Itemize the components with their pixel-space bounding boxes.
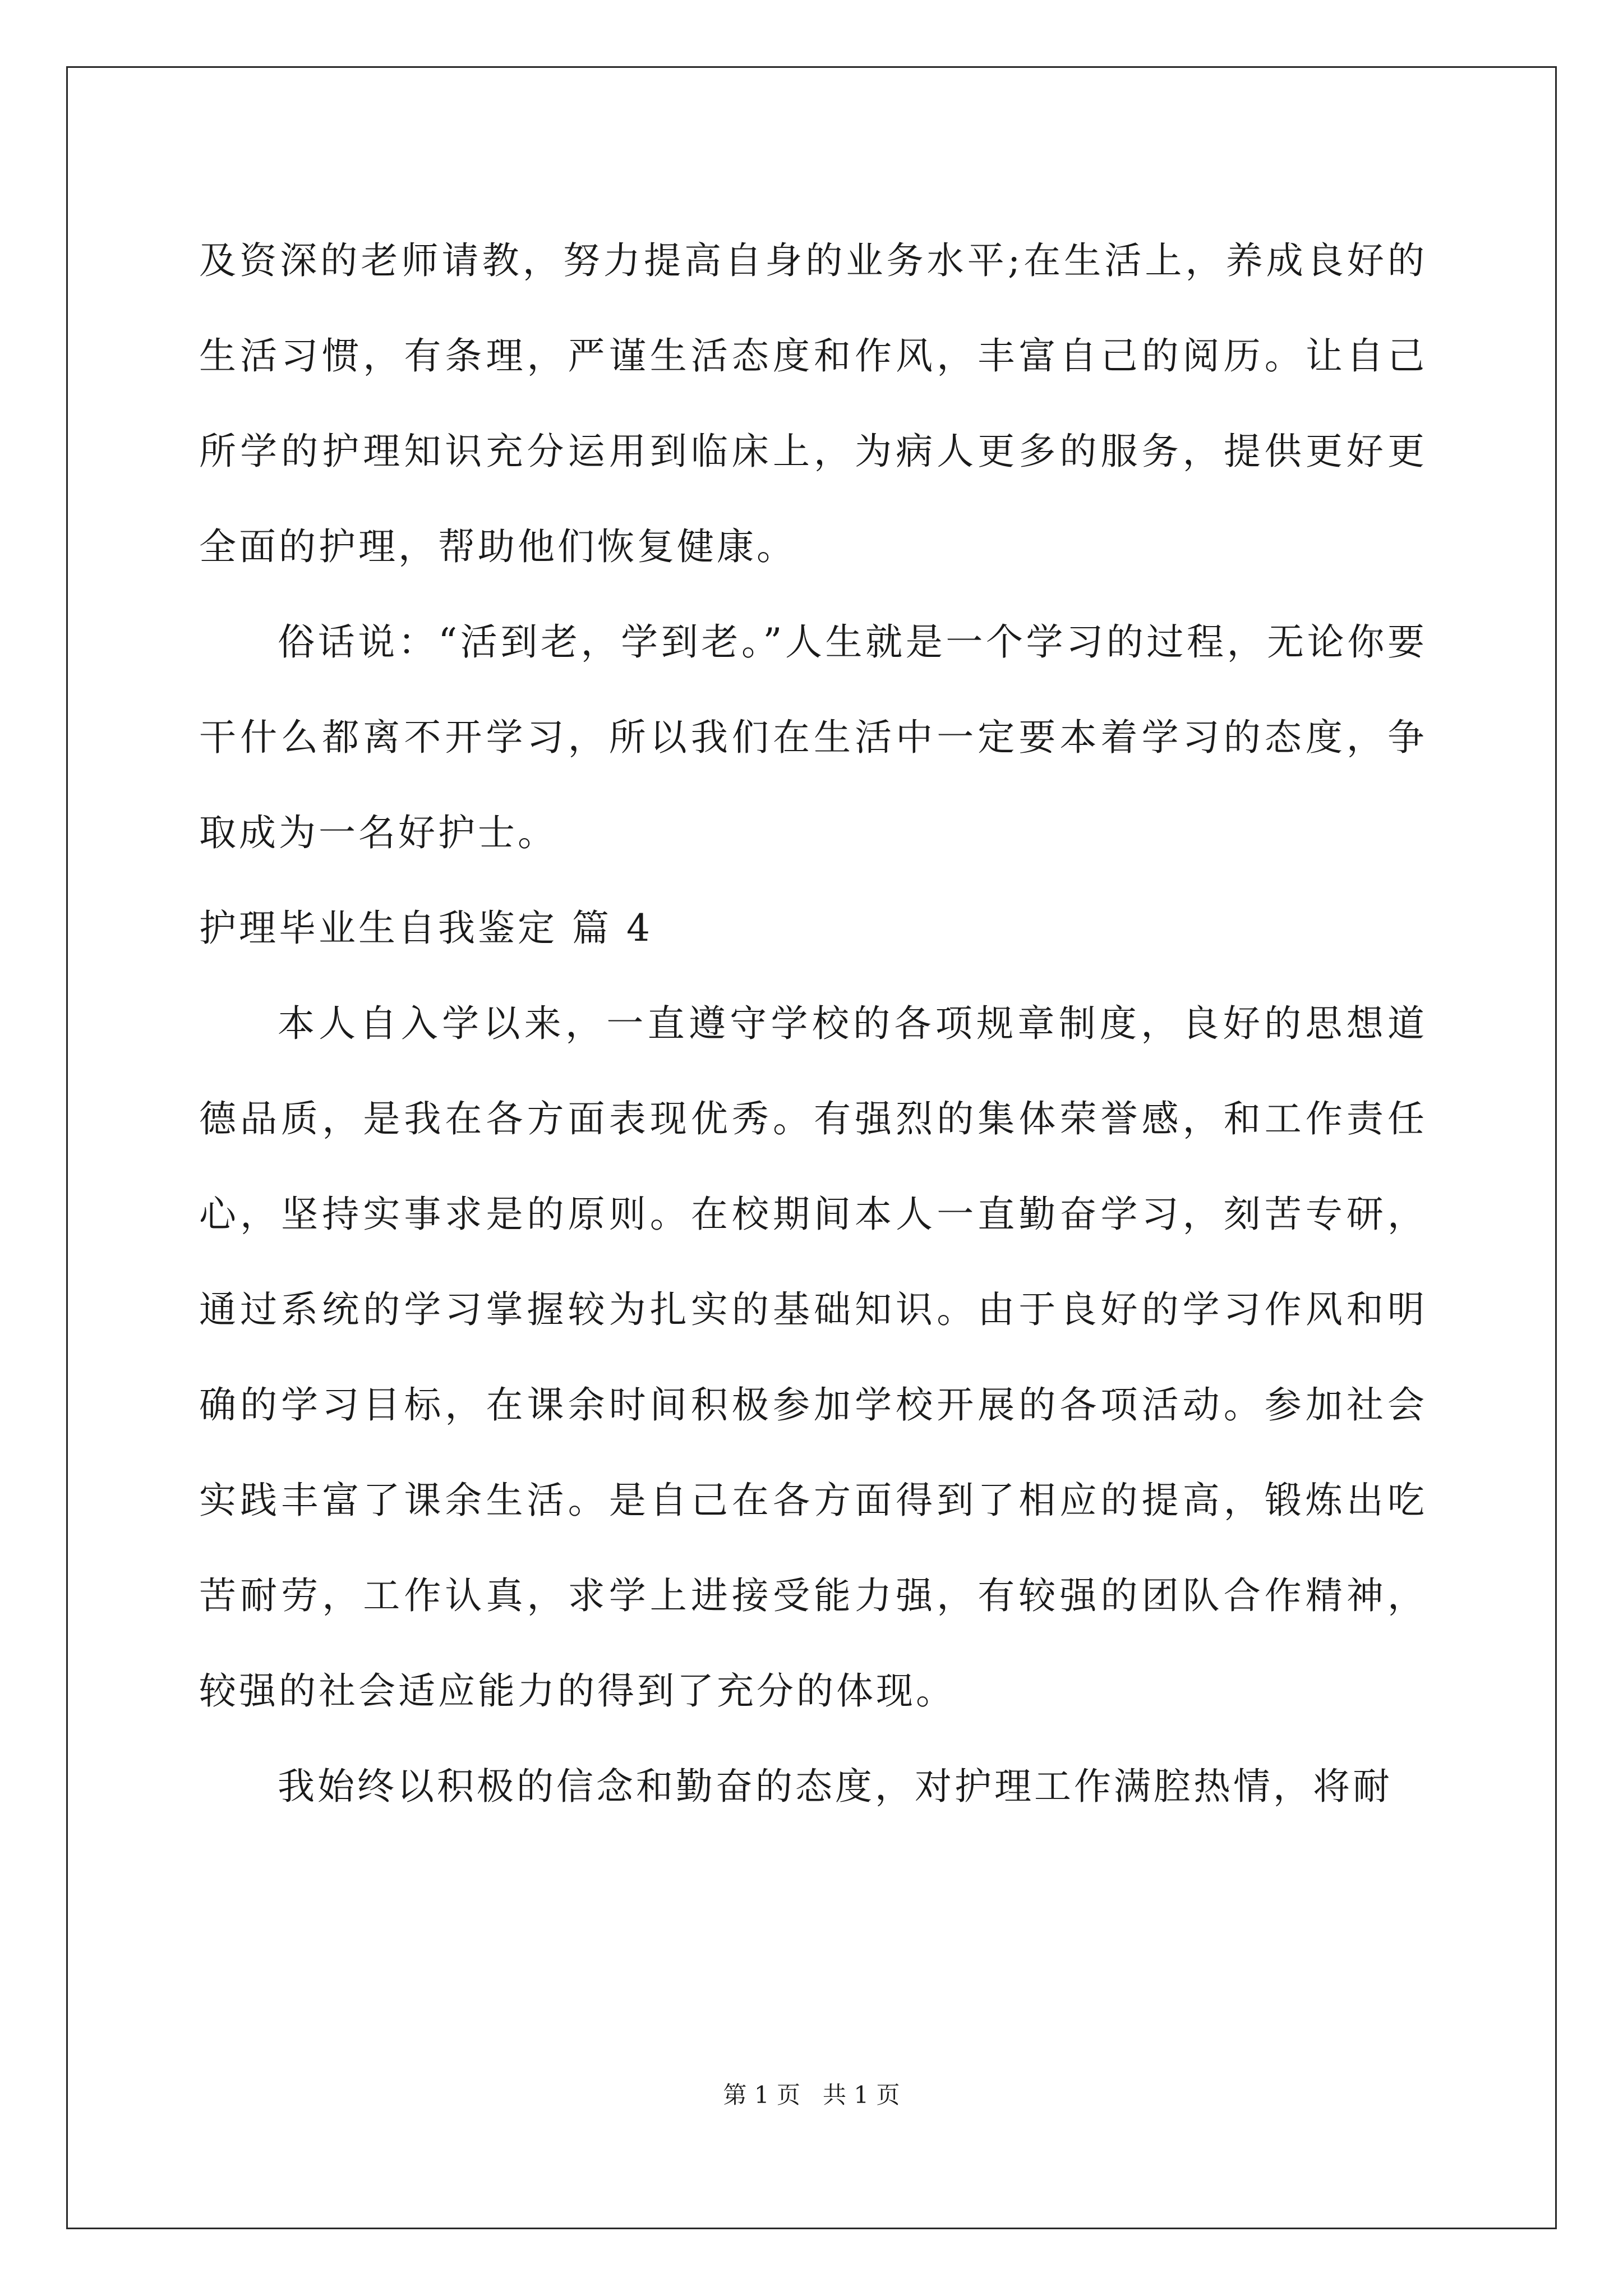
- paragraph-proverb: 俗话说：“活到老，学到老。”人生就是一个学习的过程，无论你要干什么都离不开学习，所以我们在生活中一定要本着学习的态度，争取成为一名好护士。: [199, 620, 1427, 854]
- section-heading: 护理毕业生自我鉴定 篇 4: [199, 907, 653, 950]
- document-body: [199, 213, 1427, 1834]
- paragraph-attitude: 我始终以积极的信念和勤奋的态度，对护理工作满腔热情，将耐: [278, 1765, 1393, 1808]
- paragraph-continuation: 及资深的老师请教，努力提高自身的业务水平;在生活上，养成良好的生活习惯，有条理，严谨生活态度和作风，丰富自己的阅历。让自己所学的护理知识充分运用到临床上，为病人更多的服务，提供更好更全面的护理，帮助他们恢复健康。: [199, 239, 1427, 568]
- page-footer: 第 1 页 共 1 页: [723, 2081, 900, 2109]
- paragraph-self-assessment: 本人自入学以来，一直遵守学校的各项规章制度，良好的思想道德品质，是我在各方面表现优秀。有强烈的集体荣誉感，和工作责任心，坚持实事求是的原则。在校期间本人一直勤奋学习，刻苦专研，通过系统的学习掌握较为扎实的基础知识。由于良好的学习作风和明确的学习目标，在课余时间积极参加学校开展的各项活动。参加社会实践丰富了课余生活。是自己在各方面得到了相应的提高，锻炼出吃苦耐劳，工作认真，求学上进接受能力强，有较强的团队合作精神，较强的社会适应能力的得到了充分的体现。: [199, 1002, 1427, 1713]
